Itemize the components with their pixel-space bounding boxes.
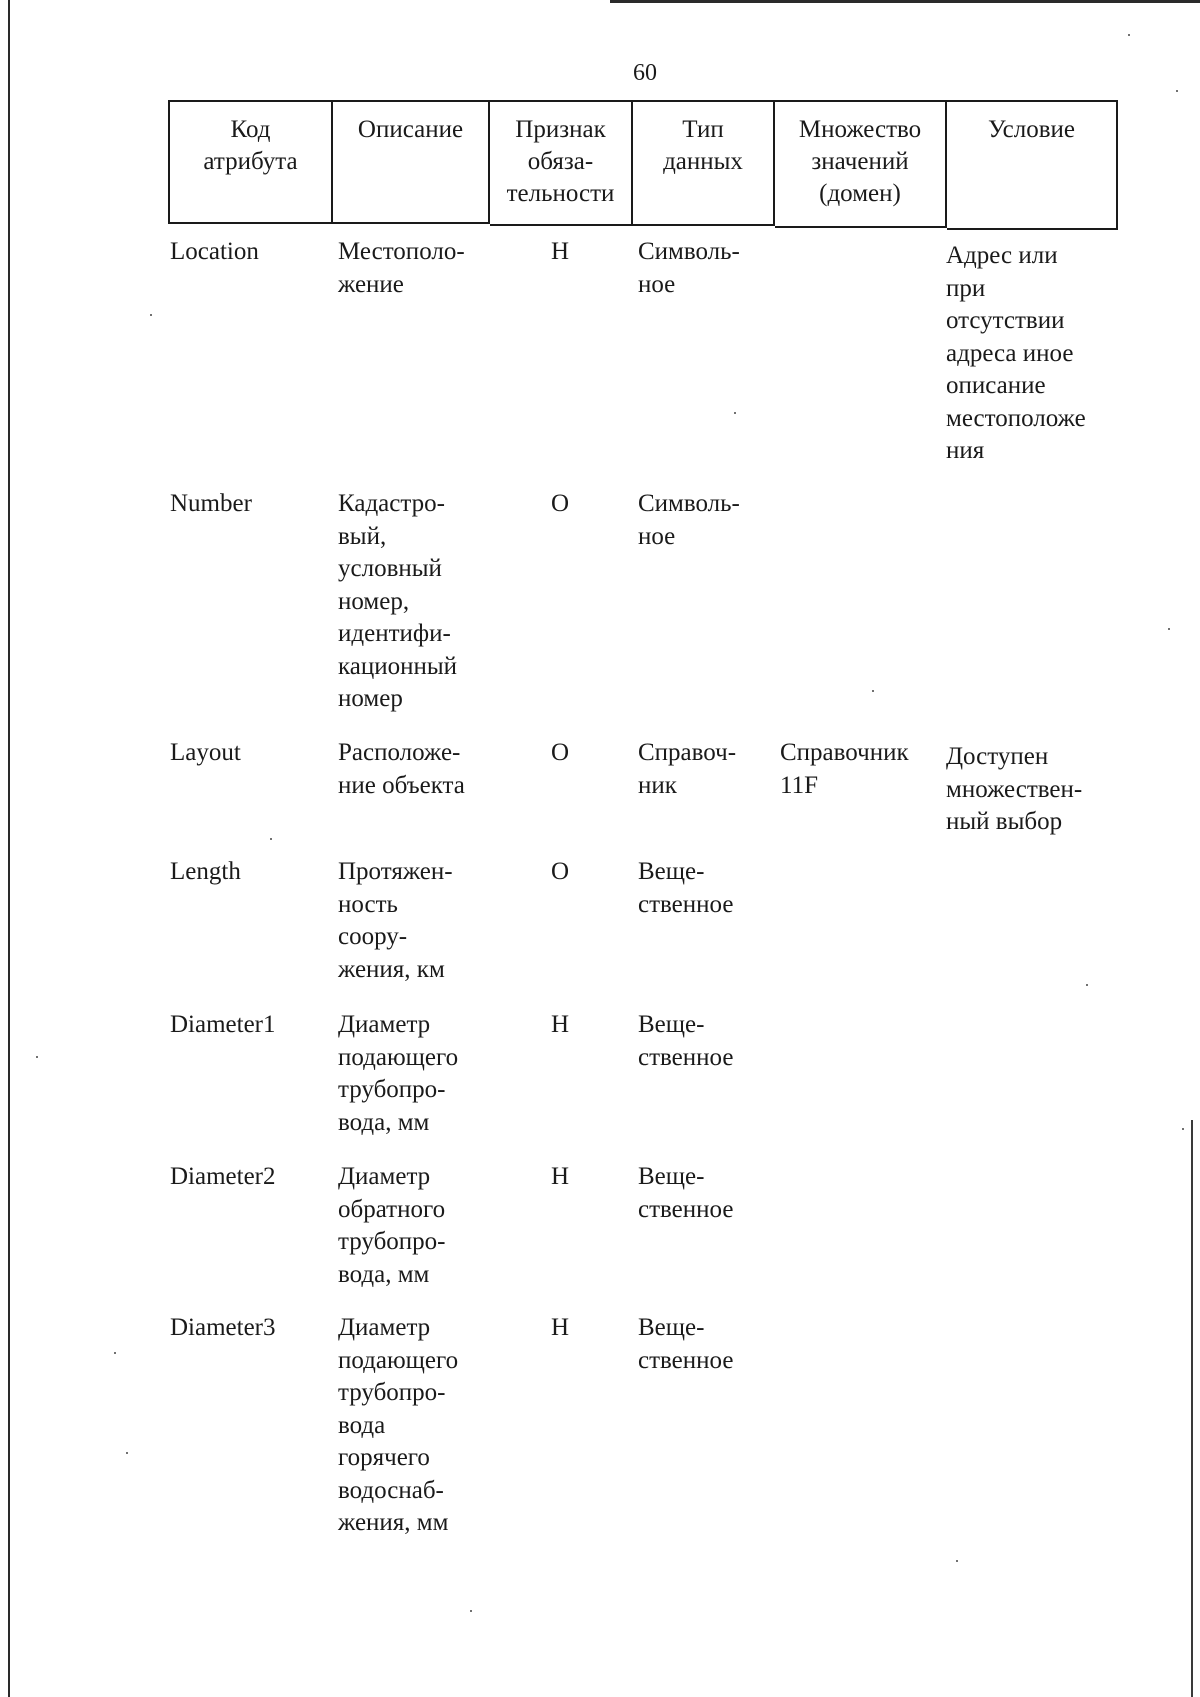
cell-description: Диаметр обратного трубопро- вода, мм [338,1163,446,1288]
scan-speck [150,314,152,316]
scan-speck [956,1560,958,1562]
header-description: Описание [333,100,490,224]
cell-description: Диаметр подающего трубопро- вода горячего водоснаб- жения, мм [338,1314,459,1536]
cell-attribute-code: Location [170,238,259,265]
cell-data-type: Символь- ное [638,238,740,298]
scan-speck [1182,1128,1184,1130]
cell-description: Диаметр подающего трубопро- вода, мм [338,1011,459,1136]
cell-required-flag: Н [550,1314,570,1341]
scan-right-edge [1191,1120,1193,1697]
scan-speck [470,1610,472,1612]
table-header-row [168,100,1116,224]
header-required-flag: Признак обяза- тельности [490,100,633,226]
header-condition: Условие [947,100,1118,230]
cell-data-type: Веще- ственное [638,858,734,918]
cell-data-type: Справоч- ник [638,739,737,799]
cell-attribute-code: Diameter1 [170,1011,276,1038]
cell-data-type: Веще- ственное [638,1314,734,1374]
scan-left-edge [8,0,10,1697]
table-row [168,729,1116,848]
table-body [168,228,1116,1544]
header-attribute-code: Код атрибута [168,100,333,224]
table-row [168,1153,1116,1304]
page-number: 60 [633,60,657,86]
scan-speck [36,1056,38,1058]
scan-speck [1168,628,1170,630]
cell-description: Протяжен- ность соору- жения, км [338,858,453,983]
cell-value-domain: Справочник 11F [780,739,909,799]
cell-condition: Доступен множествен- ный выбор [946,743,1083,835]
cell-data-type: Веще- ственное [638,1163,734,1223]
cell-required-flag: Н [550,1011,570,1038]
scan-speck [126,1452,128,1454]
scan-speck [1128,34,1130,36]
cell-required-flag: Н [550,1163,570,1190]
header-value-domain: Множество значений (домен) [775,100,947,228]
cell-description: Расположе- ние объекта [338,739,465,799]
table-row [168,480,1116,729]
cell-attribute-code: Diameter2 [170,1163,276,1190]
cell-description: Местополо- жение [338,238,465,298]
table-row [168,228,1116,480]
cell-data-type: Символь- ное [638,490,740,550]
table-row [168,1304,1116,1544]
cell-attribute-code: Number [170,490,252,517]
cell-required-flag: Н [550,238,570,265]
cell-required-flag: О [550,490,570,517]
header-data-type: Тип данных [633,100,775,226]
scan-top-edge [610,0,1200,3]
cell-attribute-code: Length [170,858,241,885]
table-row [168,1001,1116,1153]
cell-attribute-code: Diameter3 [170,1314,276,1341]
scan-speck [114,1352,116,1354]
scan-speck [1176,90,1178,92]
cell-required-flag: О [550,739,570,766]
cell-required-flag: О [550,858,570,885]
table-row [168,848,1116,1001]
cell-attribute-code: Layout [170,739,241,766]
cell-condition: Адрес или при отсутствии адреса иное описание местоположе ния [946,242,1086,464]
cell-data-type: Веще- ственное [638,1011,734,1071]
cell-description: Кадастро- вый, условный номер, идентифи- кационный номер [338,490,458,712]
